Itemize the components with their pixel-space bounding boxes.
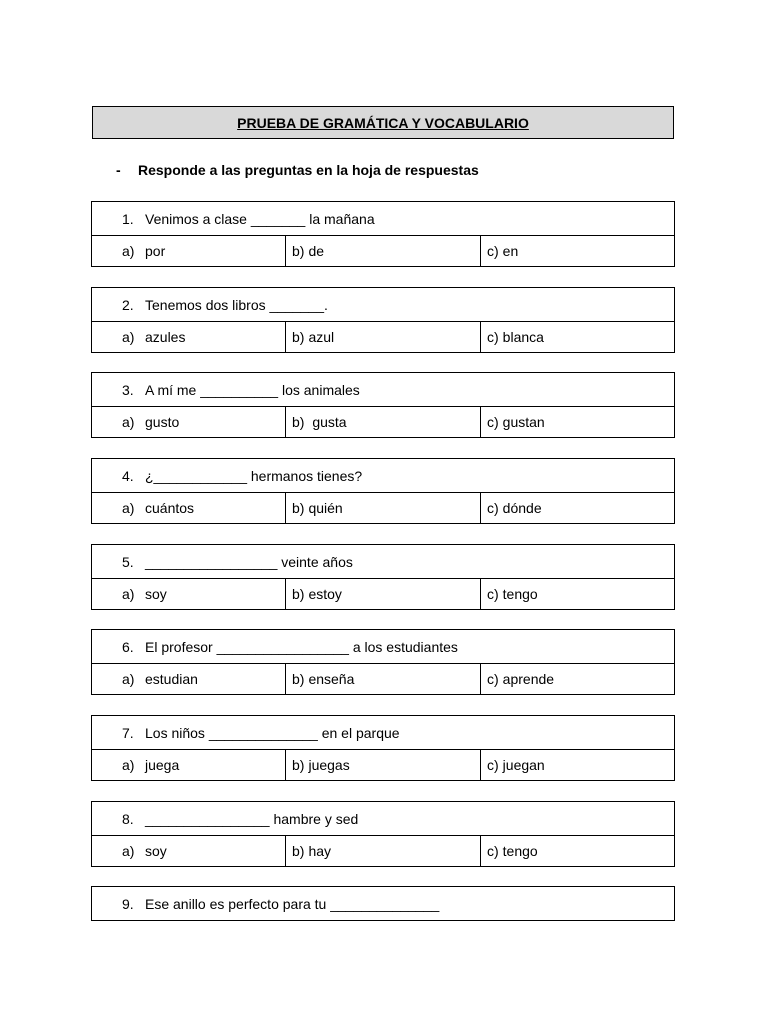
option-text: estoy bbox=[308, 586, 342, 602]
option-letter: c) bbox=[487, 243, 499, 259]
question-stem bbox=[92, 630, 674, 663]
option-letter: c) bbox=[487, 671, 499, 687]
question-text: ________________ hambre y sed bbox=[145, 810, 359, 827]
question-stem bbox=[92, 716, 674, 749]
instruction-bullet: - bbox=[116, 162, 121, 178]
question-stem bbox=[92, 459, 674, 492]
question-text: Venimos a clase _______ la mañana bbox=[145, 210, 375, 227]
question-number: 8. bbox=[122, 810, 134, 827]
question-text: Los niños ______________ en el parque bbox=[145, 724, 400, 741]
option-b[interactable] bbox=[286, 493, 481, 523]
question-number: 7. bbox=[122, 724, 134, 741]
question-text: Ese anillo es perfecto para tu ______________ bbox=[145, 895, 440, 912]
question-number: 2. bbox=[122, 296, 134, 313]
option-text: enseña bbox=[308, 671, 355, 687]
question-text: Tenemos dos libros _______. bbox=[145, 296, 328, 313]
option-c[interactable] bbox=[481, 493, 674, 523]
question-9 bbox=[91, 886, 675, 921]
option-text: gustan bbox=[502, 414, 545, 430]
question-number: 5. bbox=[122, 553, 134, 570]
options-row bbox=[92, 406, 674, 437]
option-text: por bbox=[145, 243, 166, 259]
question-stem bbox=[92, 373, 674, 406]
option-b[interactable] bbox=[286, 579, 481, 609]
options-row bbox=[92, 835, 674, 866]
question-2 bbox=[91, 287, 675, 353]
option-text: de bbox=[308, 243, 325, 259]
question-8 bbox=[91, 801, 675, 867]
question-text: A mí me __________ los animales bbox=[145, 381, 360, 398]
option-a[interactable] bbox=[92, 750, 286, 780]
instruction bbox=[116, 162, 479, 178]
option-text: dónde bbox=[502, 500, 542, 516]
option-text: hay bbox=[308, 843, 332, 859]
option-letter: b) bbox=[292, 586, 305, 602]
option-b[interactable] bbox=[286, 750, 481, 780]
page-title: PRUEBA DE GRAMÁTICA Y VOCABULARIO bbox=[237, 114, 529, 131]
option-text: en bbox=[502, 243, 519, 259]
options-row bbox=[92, 321, 674, 352]
question-number: 6. bbox=[122, 638, 134, 655]
question-6 bbox=[91, 629, 675, 695]
option-letter: a) bbox=[122, 500, 135, 516]
option-b[interactable] bbox=[286, 322, 481, 352]
option-letter: c) bbox=[487, 843, 499, 859]
option-text: soy bbox=[145, 586, 167, 602]
option-letter: c) bbox=[487, 329, 499, 345]
question-stem bbox=[92, 202, 674, 235]
option-text: estudian bbox=[145, 671, 198, 687]
question-stem bbox=[92, 887, 674, 920]
option-letter: b) bbox=[292, 500, 305, 516]
options-row bbox=[92, 663, 674, 694]
option-a[interactable] bbox=[92, 579, 286, 609]
option-letter: b) bbox=[292, 329, 305, 345]
option-letter: a) bbox=[122, 671, 135, 687]
option-a[interactable] bbox=[92, 664, 286, 694]
option-text: cuántos bbox=[145, 500, 195, 516]
option-c[interactable] bbox=[481, 236, 674, 266]
question-number: 4. bbox=[122, 467, 134, 484]
question-stem bbox=[92, 802, 674, 835]
option-text: blanca bbox=[502, 329, 544, 345]
option-letter: a) bbox=[122, 843, 135, 859]
option-a[interactable] bbox=[92, 836, 286, 866]
option-a[interactable] bbox=[92, 322, 286, 352]
question-number: 9. bbox=[122, 895, 134, 912]
question-number: 1. bbox=[122, 210, 134, 227]
option-letter: b) bbox=[292, 843, 305, 859]
option-letter: a) bbox=[122, 414, 135, 430]
option-letter: b) bbox=[292, 243, 305, 259]
title-box bbox=[92, 106, 674, 139]
option-text: juega bbox=[145, 757, 180, 773]
option-letter: a) bbox=[122, 243, 135, 259]
option-letter: c) bbox=[487, 414, 499, 430]
question-stem bbox=[92, 545, 674, 578]
option-letter: c) bbox=[487, 757, 499, 773]
option-letter: a) bbox=[122, 329, 135, 345]
option-text: aprende bbox=[502, 671, 555, 687]
option-text: soy bbox=[145, 843, 167, 859]
question-7 bbox=[91, 715, 675, 781]
option-text: quién bbox=[308, 500, 343, 516]
question-5 bbox=[91, 544, 675, 610]
options-row bbox=[92, 492, 674, 523]
option-c[interactable] bbox=[481, 836, 674, 866]
option-text: gusto bbox=[145, 414, 180, 430]
option-letter: b) bbox=[292, 671, 305, 687]
option-a[interactable] bbox=[92, 236, 286, 266]
question-stem bbox=[92, 288, 674, 321]
option-letter: b) bbox=[292, 414, 305, 430]
option-letter: c) bbox=[487, 586, 499, 602]
option-text: juegan bbox=[502, 757, 545, 773]
option-text: tengo bbox=[502, 586, 538, 602]
question-4 bbox=[91, 458, 675, 524]
option-text: tengo bbox=[502, 843, 538, 859]
option-c[interactable] bbox=[481, 664, 674, 694]
option-letter: c) bbox=[487, 500, 499, 516]
options-row bbox=[92, 235, 674, 266]
option-c[interactable] bbox=[481, 322, 674, 352]
option-c[interactable] bbox=[481, 407, 674, 437]
option-a[interactable] bbox=[92, 407, 286, 437]
option-b[interactable] bbox=[286, 664, 481, 694]
question-number: 3. bbox=[122, 381, 134, 398]
question-text: El profesor _________________ a los estudiantes bbox=[145, 638, 458, 655]
option-text: juegas bbox=[308, 757, 350, 773]
option-a[interactable] bbox=[92, 493, 286, 523]
option-text: gusta bbox=[308, 414, 347, 430]
question-text: _________________ veinte años bbox=[145, 553, 353, 570]
option-text: azul bbox=[308, 329, 335, 345]
instruction-text: Responde a las preguntas en la hoja de respuestas bbox=[138, 162, 479, 178]
option-text: azules bbox=[145, 329, 186, 345]
question-3 bbox=[91, 372, 675, 438]
options-row bbox=[92, 578, 674, 609]
option-letter: a) bbox=[122, 757, 135, 773]
option-c[interactable] bbox=[481, 750, 674, 780]
options-row bbox=[92, 749, 674, 780]
option-letter: a) bbox=[122, 586, 135, 602]
question-text: ¿____________ hermanos tienes? bbox=[145, 467, 363, 484]
option-b[interactable] bbox=[286, 236, 481, 266]
question-1 bbox=[91, 201, 675, 267]
option-c[interactable] bbox=[481, 579, 674, 609]
option-b[interactable] bbox=[286, 836, 481, 866]
option-b[interactable] bbox=[286, 407, 481, 437]
option-letter: b) bbox=[292, 757, 305, 773]
